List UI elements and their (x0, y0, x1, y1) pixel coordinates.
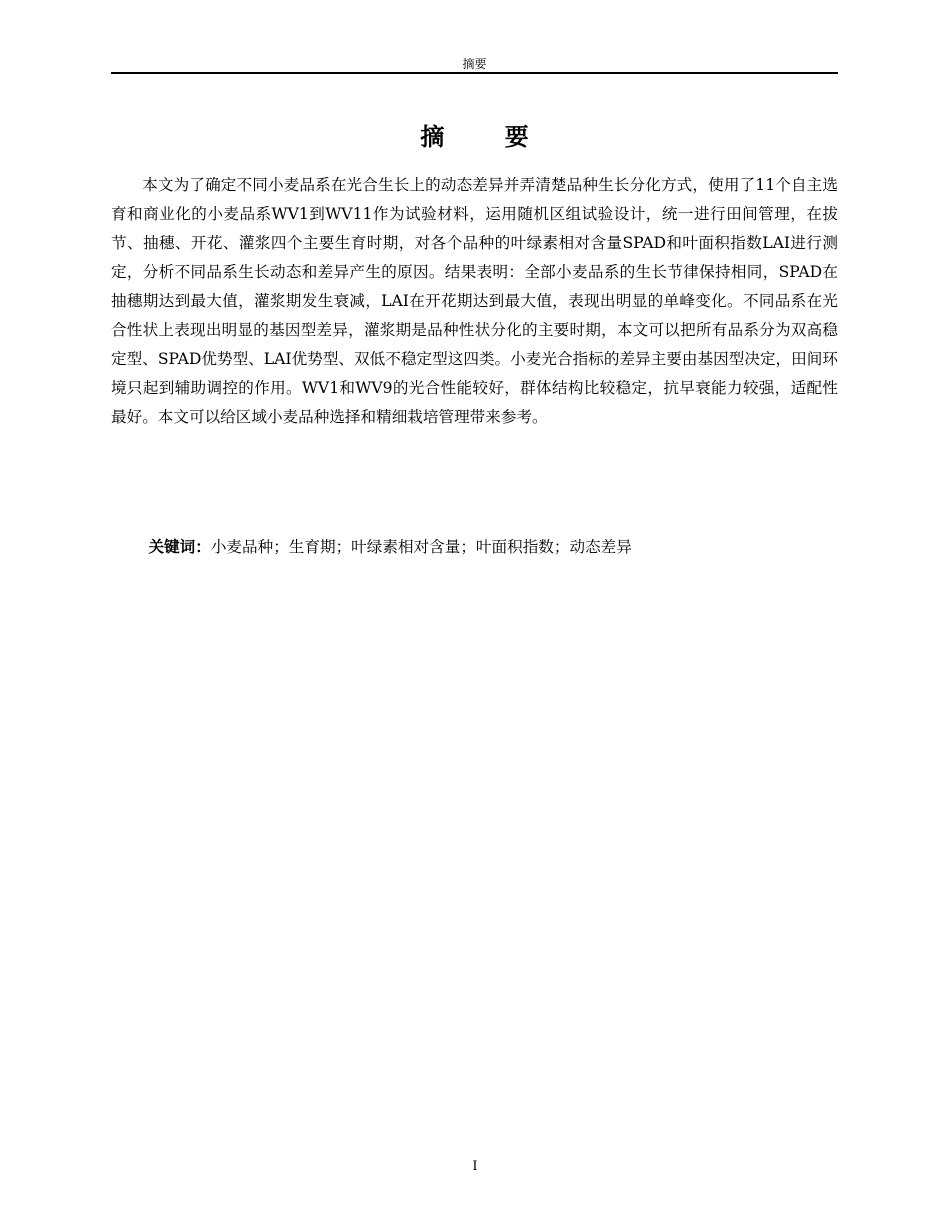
keywords-text: 小麦品种；生育期；叶绿素相对含量；叶面积指数；动态差异 (210, 538, 632, 556)
page-title: 摘 要 (420, 123, 555, 151)
keywords-label: 关键词： (148, 538, 211, 556)
keywords-line (111, 533, 838, 562)
running-header: 摘要 (111, 54, 838, 74)
abstract-paragraph: 本文为了确定不同小麦品系在光合生长上的动态差异并弄清楚品种生长分化方式，使用了11个自主选育和商业化的小麦品系WV1到WV11作为试验材料，运用随机区组试验设计，统一进行田间管理，在拔节、抽穗、开花、灌浆四个主要生育时期，对各个品种的叶绿素相对含量SPAD和叶面积指数LAI进行测定，分析不同品系生长动态和差异产生的原因。结果表明：全部小麦品系的生长节律保持相同，SPAD在抽穗期达到最大值，灌浆期发生衰减，LAI在开花期达到最大值，表现出明显的单峰变化。不同品系在光合性状上表现出明显的基因型差异，灌浆期是品种性状分化的主要时期，本文可以把所有品系分为双高稳定型、SPAD优势型、LAI优势型、双低不稳定型这四类。小麦光合指标的差异主要由基因型决定，田间环境只起到辅助调控的作用。WV1和WV9的光合性能较好，群体结构比较稳定，抗早衰能力较强，适配性最好。本文可以给区域小麦品种选择和精细栽培管理带来参考。 (111, 176, 838, 426)
page-number: I (472, 1159, 478, 1174)
